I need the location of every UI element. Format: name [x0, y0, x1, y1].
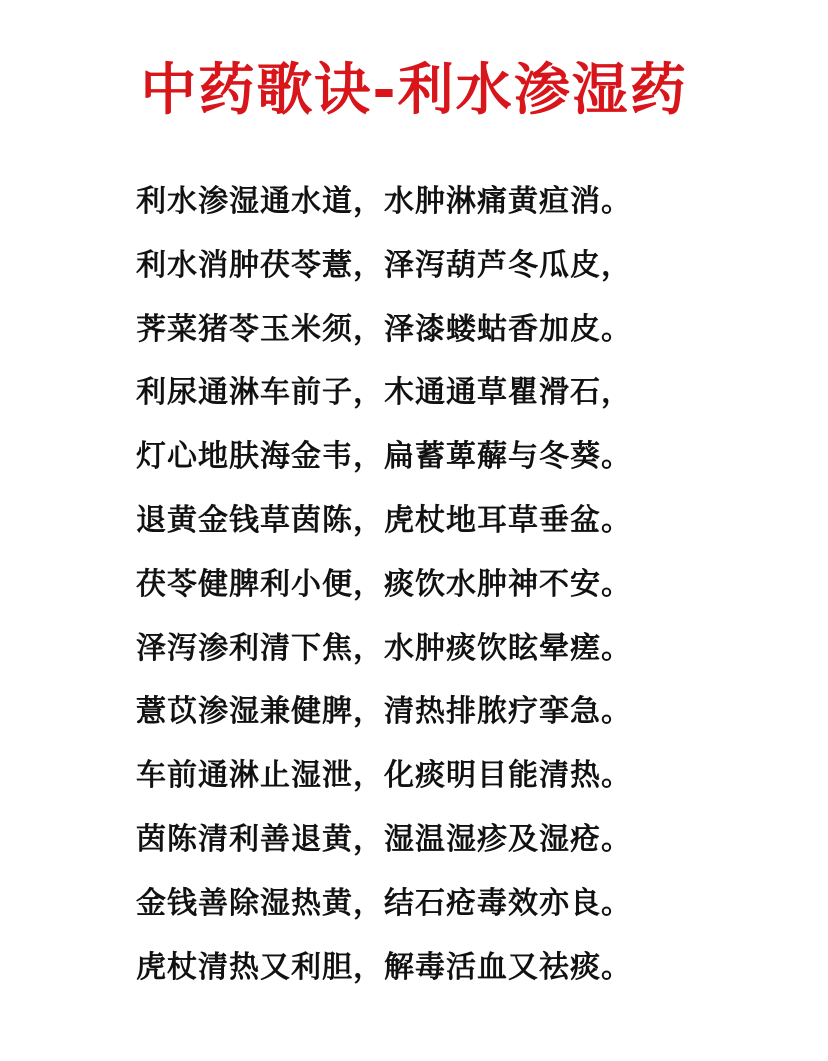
verse-line: 灯心地肤海金韦，扁蓄萆薢与冬葵。 [136, 439, 632, 475]
page-title: 中药歌诀-利水渗湿药 [140, 58, 688, 123]
verse-line: 利尿通淋车前子，木通通草瞿滑石， [136, 375, 632, 411]
verse-line: 荠菜猪苓玉米须，泽漆蝼蛄香加皮。 [136, 311, 632, 347]
verse-line: 虎杖清热又利胆，解毒活血又祛痰。 [136, 949, 632, 985]
verse-line: 利水渗湿通水道，水肿淋痛黄疸消。 [136, 184, 632, 219]
verse-line: 茵陈清利善退黄，湿温湿疹及湿疮。 [136, 821, 632, 857]
verse-line: 车前通淋止湿泄，化痰明目能清热。 [136, 758, 632, 794]
verse-list [136, 170, 736, 999]
verse-line: 金钱善除湿热黄，结石疮毒效亦良。 [136, 885, 632, 921]
verse-line: 利水消肿茯苓薏，泽泻葫芦冬瓜皮， [136, 247, 632, 283]
verse-line: 茯苓健脾利小便，痰饮水肿神不安。 [136, 566, 632, 602]
verse-line: 薏苡渗湿兼健脾，清热排脓疗挛急。 [136, 694, 632, 730]
verse-line: 泽泻渗利清下焦，水肿痰饮眩晕瘥。 [136, 630, 632, 666]
verse-line: 退黄金钱草茵陈，虎杖地耳草垂盆。 [136, 502, 632, 538]
